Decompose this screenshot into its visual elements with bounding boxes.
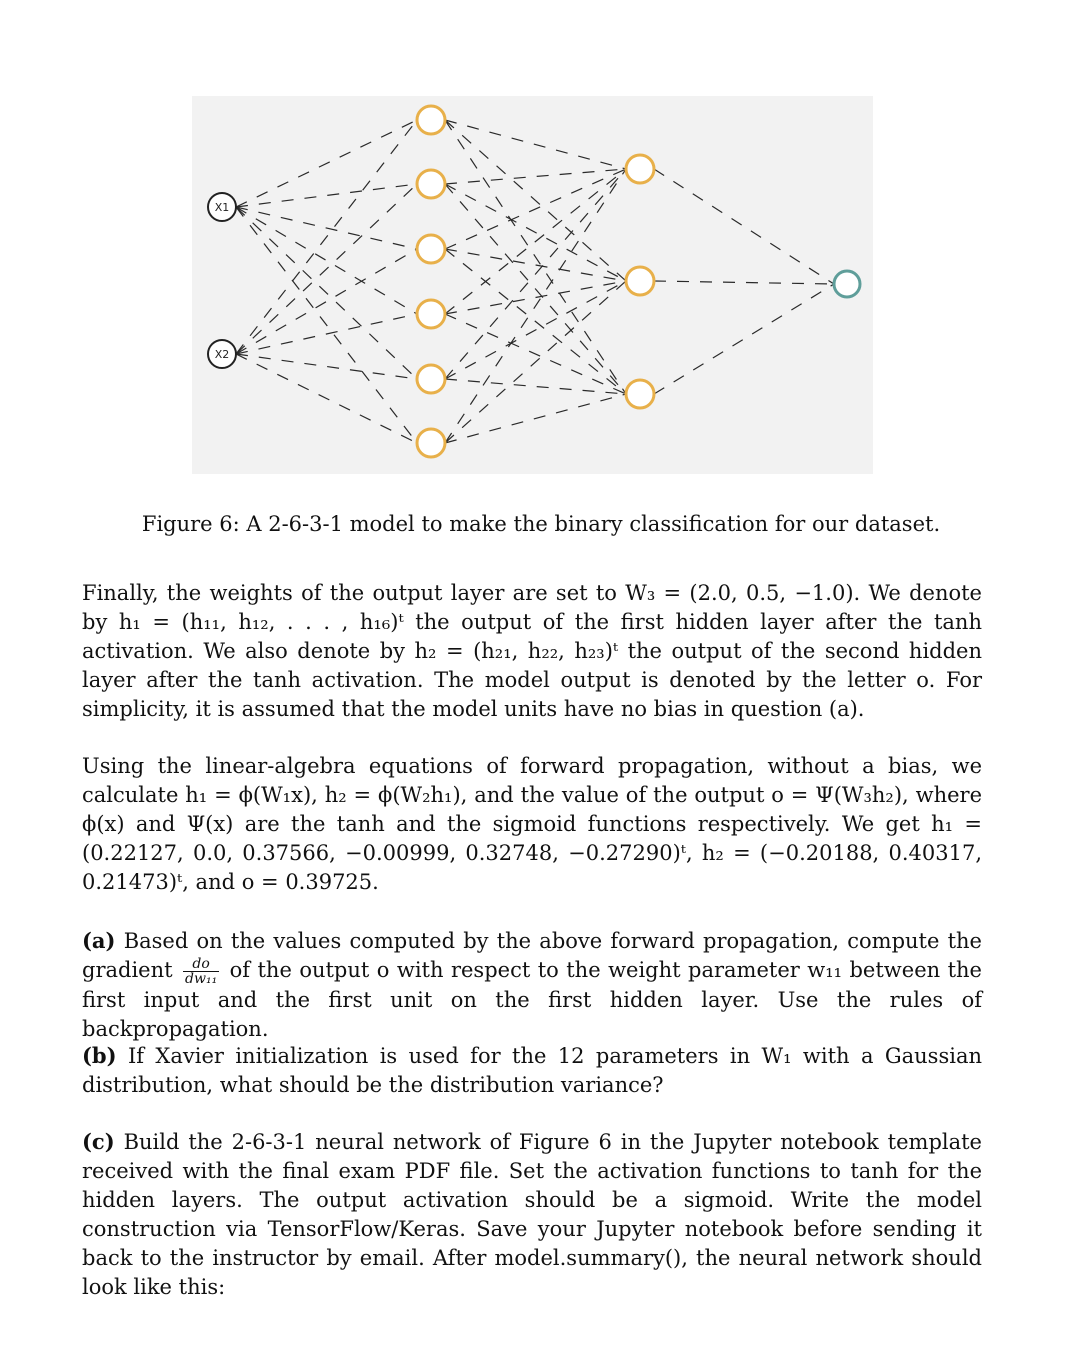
output-node-3-1 (834, 271, 860, 297)
figure-caption: Figure 6: A 2-6-3-1 model to make the binary classification for our dataset. (141, 512, 941, 536)
question-c-label: (c) (82, 1129, 115, 1154)
edge-l1-5-to-0 (445, 169, 626, 443)
hidden-node-1-2 (417, 170, 445, 198)
hidden-node-1-3 (417, 235, 445, 263)
question-b-label: (b) (82, 1043, 117, 1068)
nodes (208, 106, 860, 457)
edges (236, 120, 834, 443)
question-a (82, 926, 982, 1044)
question-a-text-before: Based on the values computed by the above forward propagation, compute the gradient (82, 929, 982, 982)
edge-l1-4-to-2 (445, 379, 626, 394)
edge-l0-0-to-2 (236, 207, 417, 249)
question-c (82, 1127, 982, 1302)
hidden-node-1-5 (417, 365, 445, 393)
question-a-text-after: of the output o with respect to the weight parameter w₁₁ between the first input and the first unit on the first hidden layer. Use the rules of backpropagation. (82, 958, 982, 1041)
edge-l0-1-to-1 (236, 184, 417, 354)
hidden-node-1-6 (417, 429, 445, 457)
gradient-fraction (183, 957, 219, 986)
edge-l1-3-to-1 (445, 281, 626, 314)
edge-l1-0-to-2 (445, 120, 626, 394)
network-figure (192, 96, 873, 474)
edge-l1-2-to-0 (445, 169, 626, 249)
question-c-text: Build the 2-6-3-1 neural network of Figure 6 in the Jupyter notebook template received with the final exam PDF file. Set the activation functions to tanh for the hidden layers. The output activation should be a sigmoid. Write the model construction via TensorFlow/Keras. Save your Jupyter notebook before sending it back to the instructor by email. After model.summary(), the neural network should look like this: (82, 1130, 982, 1299)
edge-l0-0-to-0 (236, 120, 417, 207)
input-label-1: X1 (214, 201, 230, 214)
edge-l0-1-to-2 (236, 249, 417, 354)
edge-l1-3-to-2 (445, 314, 626, 394)
edge-l2-2-to-0 (654, 284, 834, 394)
edge-l0-0-to-1 (236, 184, 417, 207)
edge-l0-1-to-0 (236, 120, 417, 354)
edge-l1-4-to-1 (445, 281, 626, 379)
edge-l1-2-to-1 (445, 249, 626, 281)
edge-l0-0-to-3 (236, 207, 417, 314)
fraction-numerator: do (183, 957, 219, 972)
question-a-label: (a) (82, 928, 116, 953)
question-b-text: If Xavier initialization is used for the 12 parameters in W₁ with a Gaussian distribution, what should be the distribution variance? (82, 1044, 982, 1097)
edge-l1-2-to-2 (445, 249, 626, 394)
edge-l0-0-to-4 (236, 207, 417, 379)
question-b (82, 1041, 982, 1100)
hidden-node-1-4 (417, 300, 445, 328)
hidden-node-2-2 (626, 267, 654, 295)
hidden-node-2-3 (626, 380, 654, 408)
network-diagram (192, 96, 873, 474)
edge-l0-1-to-3 (236, 314, 417, 354)
edge-l0-1-to-5 (236, 354, 417, 443)
edge-l2-1-to-0 (654, 281, 834, 284)
fraction-denominator: dw₁₁ (185, 971, 218, 987)
edge-l0-0-to-5 (236, 207, 417, 443)
hidden-node-1-1 (417, 106, 445, 134)
paragraph-1: Finally, the weights of the output layer are set to W₃ = (2.0, 0.5, −1.0). We denote by h₁ = (h₁₁, h₁₂, . . . , h₁₆)ᵗ the output of the first hidden layer after the tanh activation. We also denote by h₂ = (h₂₁, h₂₂, h₂₃)ᵗ the output of the second hidden layer after the tanh activation. The model output is denoted by the letter o. For simplicity, it is assumed that the model units have no bias in question (a). (82, 581, 982, 721)
input-label-2: X2 (214, 348, 230, 361)
hidden-node-2-1 (626, 155, 654, 183)
edge-l1-1-to-1 (445, 184, 626, 281)
edge-l2-0-to-0 (654, 169, 834, 284)
paragraph-2: Using the linear-algebra equations of forward propagation, without a bias, we calculate h₁ = ϕ(W₁x), h₂ = ϕ(W₂h₁), and the value of the output o = Ψ(W₃h₂), where ϕ(x) and Ψ(x) are the tanh and the sigmoid functions respectively. We get h₁ = (0.22127, 0.0, 0.37566, −0.00999, 0.32748, −0.27290)ᵗ, h₂ = (−0.20188, 0.40317, 0.21473)ᵗ, and o = 0.39725. (82, 754, 982, 894)
edge-l0-1-to-4 (236, 354, 417, 379)
edge-l1-3-to-0 (445, 169, 626, 314)
edge-l1-1-to-0 (445, 169, 626, 184)
